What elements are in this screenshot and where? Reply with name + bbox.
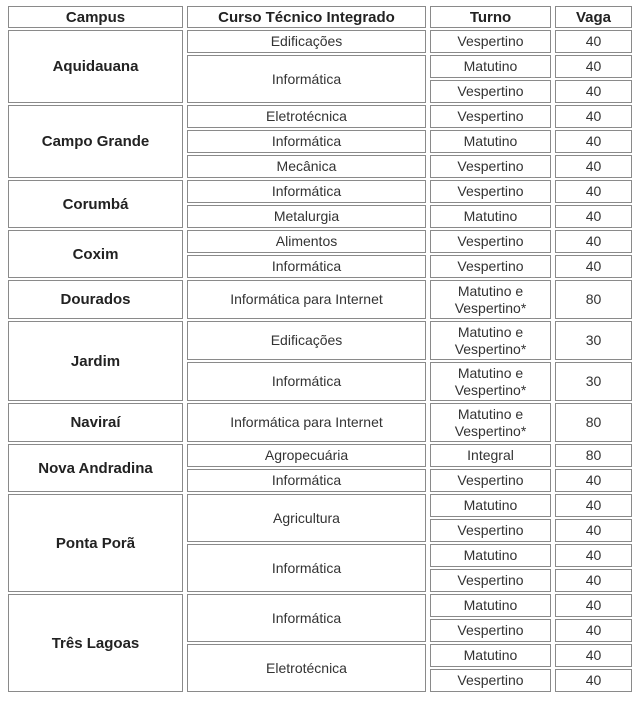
curso-cell: Informática bbox=[187, 594, 426, 642]
vaga-cell: 80 bbox=[555, 444, 632, 467]
turno-cell: Vespertino bbox=[430, 519, 551, 542]
curso-cell: Edificações bbox=[187, 30, 426, 53]
turno-cell: Matutino bbox=[430, 205, 551, 228]
turno-cell: Matutino bbox=[430, 544, 551, 567]
table-row bbox=[8, 444, 632, 467]
table-row bbox=[8, 403, 632, 442]
turno-cell: Vespertino bbox=[430, 155, 551, 178]
turno-cell: Vespertino bbox=[430, 619, 551, 642]
curso-cell: Alimentos bbox=[187, 230, 426, 253]
vaga-cell: 40 bbox=[555, 519, 632, 542]
vaga-cell: 40 bbox=[555, 80, 632, 103]
campus-cell: Dourados bbox=[8, 280, 183, 319]
turno-cell bbox=[430, 280, 551, 319]
header-campus: Campus bbox=[8, 6, 183, 28]
turno-cell: Vespertino bbox=[430, 30, 551, 53]
turno-line: Matutino e bbox=[457, 364, 524, 381]
vaga-cell: 40 bbox=[555, 644, 632, 667]
turno-cell: Vespertino bbox=[430, 80, 551, 103]
header-row bbox=[8, 6, 632, 28]
turno-cell: Integral bbox=[430, 444, 551, 467]
curso-cell: Eletrotécnica bbox=[187, 644, 426, 692]
vaga-cell: 40 bbox=[555, 205, 632, 228]
campus-cell: Ponta Porã bbox=[8, 494, 183, 592]
turno-line: Vespertino* bbox=[454, 422, 527, 439]
vaga-cell: 40 bbox=[555, 130, 632, 153]
vaga-cell: 40 bbox=[555, 544, 632, 567]
vaga-cell: 40 bbox=[555, 155, 632, 178]
curso-cell: Informática para Internet bbox=[187, 280, 426, 319]
turno-line: Vespertino* bbox=[454, 340, 527, 357]
turno-line: Matutino e bbox=[457, 282, 524, 299]
curso-cell: Informática bbox=[187, 469, 426, 492]
campus-cell: Corumbá bbox=[8, 180, 183, 228]
curso-cell: Informática bbox=[187, 544, 426, 592]
turno-cell bbox=[430, 403, 551, 442]
curso-cell: Metalurgia bbox=[187, 205, 426, 228]
curso-cell: Agropecuária bbox=[187, 444, 426, 467]
curso-cell: Informática bbox=[187, 180, 426, 203]
table-row bbox=[8, 280, 632, 319]
vaga-cell: 40 bbox=[555, 255, 632, 278]
curso-cell: Agricultura bbox=[187, 494, 426, 542]
vaga-cell: 40 bbox=[555, 30, 632, 53]
turno-cell bbox=[430, 362, 551, 401]
vaga-cell: 80 bbox=[555, 280, 632, 319]
turno-cell: Vespertino bbox=[430, 669, 551, 692]
vaga-cell: 40 bbox=[555, 619, 632, 642]
campus-cell: Três Lagoas bbox=[8, 594, 183, 692]
curso-cell: Eletrotécnica bbox=[187, 105, 426, 128]
vaga-cell: 30 bbox=[555, 362, 632, 401]
curso-cell: Informática para Internet bbox=[187, 403, 426, 442]
table-row bbox=[8, 230, 632, 253]
turno-cell: Matutino bbox=[430, 644, 551, 667]
turno-cell: Matutino bbox=[430, 130, 551, 153]
vaga-cell: 40 bbox=[555, 180, 632, 203]
curso-cell: Informática bbox=[187, 362, 426, 401]
turno-cell: Vespertino bbox=[430, 180, 551, 203]
vaga-cell: 40 bbox=[555, 230, 632, 253]
turno-cell: Vespertino bbox=[430, 230, 551, 253]
vaga-cell: 40 bbox=[555, 55, 632, 78]
turno-cell: Vespertino bbox=[430, 105, 551, 128]
table-row bbox=[8, 321, 632, 360]
vaga-cell: 40 bbox=[555, 105, 632, 128]
turno-line: Matutino e bbox=[457, 405, 524, 422]
turno-cell: Vespertino bbox=[430, 569, 551, 592]
turno-line: Vespertino* bbox=[454, 381, 527, 398]
header-turno: Turno bbox=[430, 6, 551, 28]
vaga-cell: 80 bbox=[555, 403, 632, 442]
campus-cell: Aquidauana bbox=[8, 30, 183, 103]
campus-cell: Naviraí bbox=[8, 403, 183, 442]
curso-cell: Informática bbox=[187, 130, 426, 153]
vaga-cell: 40 bbox=[555, 669, 632, 692]
vaga-cell: 40 bbox=[555, 569, 632, 592]
table-row bbox=[8, 180, 632, 203]
campus-cell: Nova Andradina bbox=[8, 444, 183, 492]
turno-line: Vespertino* bbox=[454, 299, 527, 316]
curso-cell: Informática bbox=[187, 55, 426, 103]
vagas-table bbox=[4, 4, 636, 694]
vaga-cell: 30 bbox=[555, 321, 632, 360]
vaga-cell: 40 bbox=[555, 469, 632, 492]
curso-cell: Informática bbox=[187, 255, 426, 278]
turno-cell: Vespertino bbox=[430, 469, 551, 492]
table-row bbox=[8, 494, 632, 517]
turno-cell: Vespertino bbox=[430, 255, 551, 278]
campus-cell: Campo Grande bbox=[8, 105, 183, 178]
turno-cell bbox=[430, 321, 551, 360]
curso-cell: Mecânica bbox=[187, 155, 426, 178]
header-curso: Curso Técnico Integrado bbox=[187, 6, 426, 28]
turno-line: Matutino e bbox=[457, 323, 524, 340]
turno-cell: Matutino bbox=[430, 594, 551, 617]
table-row bbox=[8, 105, 632, 128]
table-row bbox=[8, 30, 632, 53]
vaga-cell: 40 bbox=[555, 494, 632, 517]
curso-cell: Edificações bbox=[187, 321, 426, 360]
table-row bbox=[8, 594, 632, 617]
header-vaga: Vaga bbox=[555, 6, 632, 28]
campus-cell: Jardim bbox=[8, 321, 183, 401]
turno-cell: Matutino bbox=[430, 494, 551, 517]
turno-cell: Matutino bbox=[430, 55, 551, 78]
campus-cell: Coxim bbox=[8, 230, 183, 278]
vaga-cell: 40 bbox=[555, 594, 632, 617]
